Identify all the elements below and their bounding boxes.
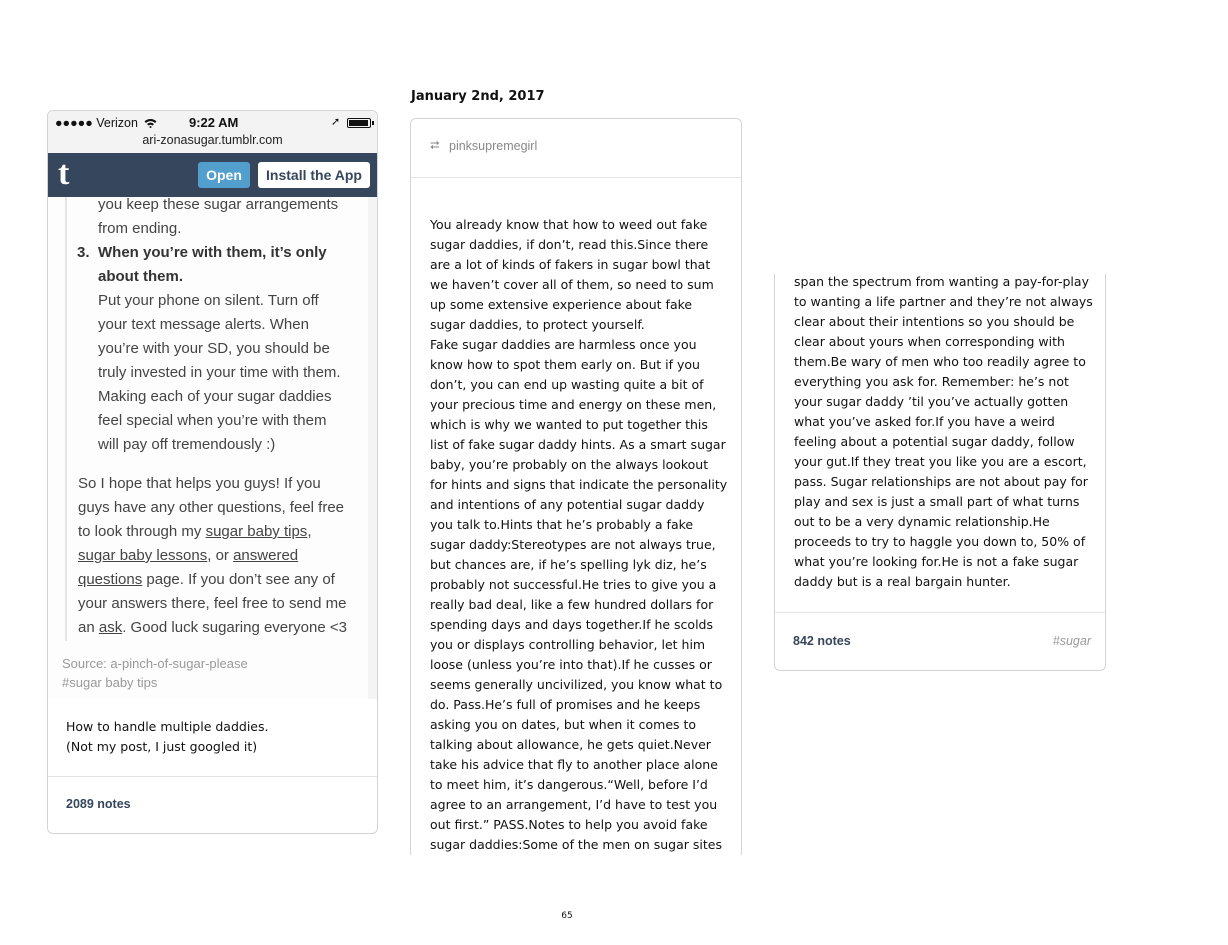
text-line: are a lot of kinds of fakers in sugar bowl that xyxy=(430,257,711,272)
ask-link[interactable]: ask xyxy=(98,619,123,636)
outro-line: guys have any other questions, feel free xyxy=(78,499,345,516)
text-line: and intentions of any potential sugar daddy xyxy=(430,497,705,512)
sugar-baby-tips-link[interactable]: sugar baby tips xyxy=(205,523,308,540)
outro-line xyxy=(78,544,298,568)
list-item-title: about them. xyxy=(98,268,183,285)
middle-post-card xyxy=(410,118,742,855)
text-line: don’t, you can end up wasting quite a bit of xyxy=(430,377,704,392)
text-line: clear about their intentions so you should be xyxy=(794,314,1075,329)
text-line: spending days and days together.If he scolds xyxy=(430,617,713,632)
location-arrow-icon: ➚ xyxy=(331,116,341,128)
answered-questions-link[interactable]: questions xyxy=(78,571,143,588)
quoted-post-body xyxy=(48,197,377,699)
text-line: up some extensive experience about fake xyxy=(430,297,693,312)
footer-divider xyxy=(48,776,377,777)
text-line: list of fake sugar daddy hints. As a smart sugar xyxy=(430,437,726,452)
intro-line: from ending. xyxy=(98,220,182,237)
sugar-baby-lessons-link[interactable]: sugar baby lessons xyxy=(78,547,208,564)
caption-line: How to handle multiple daddies. xyxy=(66,719,269,734)
browser-url[interactable]: ari-zonasugar.tumblr.com xyxy=(142,133,283,147)
install-app-button[interactable]: Install the App xyxy=(258,162,370,188)
text-line: You already know that how to weed out fake xyxy=(430,217,708,232)
phone-status-bar xyxy=(48,111,377,153)
text-line: proceeds to try to haggle you down to, 50% of xyxy=(794,534,1086,549)
list-item-line: Making each of your sugar daddies xyxy=(98,388,332,405)
text-line: them.Be wary of men who too readily agree to xyxy=(794,354,1086,369)
list-number: 3. xyxy=(77,244,90,261)
text-line: what you’ve asked for.If you have a weird xyxy=(794,414,1055,429)
text-line: your gut.If they treat you like you are a escort, xyxy=(794,454,1087,469)
text-line: do. Pass.He’s full of promises and he keeps xyxy=(430,697,701,712)
tumblr-app-banner xyxy=(48,153,377,197)
outro-text: to look through my xyxy=(78,523,206,540)
intro-line: you keep these sugar arrangements xyxy=(98,196,339,213)
list-item-line: you’re with your SD, you should be xyxy=(98,340,330,357)
list-item-line: will pay off tremendously :) xyxy=(98,436,276,453)
list-item-line: truly invested in your time with them. xyxy=(98,364,341,381)
notes-count[interactable]: 842 notes xyxy=(793,634,851,648)
header-divider xyxy=(411,177,741,178)
text-line: take his advice that fly to another place alone xyxy=(430,757,718,772)
reblogged-from-username[interactable]: pinksupremegirl xyxy=(449,139,538,153)
page-number: 65 xyxy=(561,911,573,921)
text-line: out first.” PASS.Notes to help you avoid fake xyxy=(430,817,708,832)
text-line: agree to an arrangement, I’d have to test you xyxy=(430,797,718,812)
text-line: to meet him, it’s dangerous.“Well, before I’d xyxy=(430,777,708,792)
text-line: sugar daddy:Stereotypes are not always true, xyxy=(430,537,716,552)
list-item-line: feel special when you’re with them xyxy=(98,412,327,429)
text-line: Fake sugar daddies are harmless once you xyxy=(430,337,697,352)
text-line: sugar daddies, if don’t, read this.Since there xyxy=(430,237,709,252)
text-line: baby, you’re probably on the always lookout xyxy=(430,457,709,472)
battery-icon xyxy=(347,118,371,128)
outro-line xyxy=(78,520,311,544)
text-line: what you’re looking for.He is not a fake sugar xyxy=(794,554,1079,569)
text-line: your precious time and energy on these men, xyxy=(430,397,717,412)
post-source[interactable]: Source: a-pinch-of-sugar-please xyxy=(62,656,248,671)
right-post-card xyxy=(774,274,1106,671)
reblog-icon: ⮂ xyxy=(430,138,440,152)
text-line: daddy but is a real bargain hunter. xyxy=(794,574,1011,589)
phone-screenshot xyxy=(48,111,377,699)
text-line: for hints and signs that indicate the personality xyxy=(430,477,728,492)
text-line: feeling about a potential sugar daddy, follow xyxy=(794,434,1075,449)
outro-line: your answers there, feel free to send me xyxy=(78,595,347,612)
caption-line: (Not my post, I just googled it) xyxy=(66,739,258,754)
text-line: we haven’t cover all of them, so need to sum xyxy=(430,277,714,292)
screenshot-edge xyxy=(368,197,377,699)
post-body-text xyxy=(794,274,1094,592)
footer-divider xyxy=(775,612,1105,613)
post-caption xyxy=(66,717,268,757)
post-tag[interactable]: #sugar xyxy=(1052,634,1091,648)
text-line: you or displays controlling behavior, let him xyxy=(430,637,706,652)
tumblr-logo-icon[interactable]: t xyxy=(58,155,70,192)
carrier-label: ●●●●● Verizon xyxy=(55,116,157,130)
post-body-text xyxy=(430,215,730,855)
post-tag[interactable]: #sugar baby tips xyxy=(62,675,158,690)
outro-text: . Good luck sugaring everyone <3 xyxy=(122,619,347,636)
outro-text: an xyxy=(78,619,99,636)
text-line: out to be a very dynamic relationship.He xyxy=(794,514,1050,529)
text-line: talking about allowance, he gets quiet.Never xyxy=(430,737,711,752)
outro-text: page. If you don’t see any of xyxy=(142,571,335,588)
text-line: sugar daddies:Some of the men on sugar sites xyxy=(430,837,722,852)
list-item-line: Put your phone on silent. Turn off xyxy=(98,292,319,309)
notes-count[interactable]: 2089 notes xyxy=(66,797,131,811)
answered-questions-link[interactable]: answered xyxy=(233,547,299,564)
text-line: sugar daddies, to protect yourself. xyxy=(430,317,645,332)
text-line: but chances are, if he’s spelling lyk diz, he’s xyxy=(430,557,707,572)
text-line: you talk to.Hints that he’s probably a fake xyxy=(430,517,694,532)
text-line: clear about yours when corresponding with xyxy=(794,334,1065,349)
open-app-button[interactable]: Open xyxy=(198,162,250,188)
text-line: which is why we wanted to put together this xyxy=(430,417,708,432)
outro-line xyxy=(78,616,347,640)
text-line: probably not successful.He tries to give you a xyxy=(430,577,717,592)
status-time: 9:22 AM xyxy=(189,115,239,130)
list-item-title: When you’re with them, it’s only xyxy=(98,244,327,261)
post-date: January 2nd, 2017 xyxy=(411,89,545,104)
text-line: seems generally uncivilized, you know what to xyxy=(430,677,723,692)
text-line: really bad deal, like a few hundred dollars for xyxy=(430,597,714,612)
text-line: pass. Sugar relationships are not about pay for xyxy=(794,474,1088,489)
text-line: your sugar daddy ’til you’ve actually gotten xyxy=(794,394,1069,409)
text-line: everything you ask for. Remember: he’s not xyxy=(794,374,1069,389)
battery-tip xyxy=(372,121,374,125)
text-line: span the spectrum from wanting a pay-for-play xyxy=(794,274,1089,289)
quote-bar xyxy=(65,197,67,641)
text-line: know how to spot them early on. But if you xyxy=(430,357,700,372)
text-line: play and sex is just a small part of what turns xyxy=(794,494,1080,509)
left-post-card xyxy=(47,110,378,834)
outro-line: So I hope that helps you guys! If you xyxy=(78,475,321,492)
text-line: asking you on dates, but when it comes to xyxy=(430,717,697,732)
wifi-icon xyxy=(144,118,157,128)
outro-line xyxy=(78,568,335,592)
outro-text: , xyxy=(307,523,312,540)
outro-text: , or xyxy=(207,547,234,564)
text-line: loose (unless you’re into that).If he cusses or xyxy=(430,657,712,672)
list-item-line: your text message alerts. When xyxy=(98,316,309,333)
text-line: to wanting a life partner and they’re not always xyxy=(794,294,1093,309)
